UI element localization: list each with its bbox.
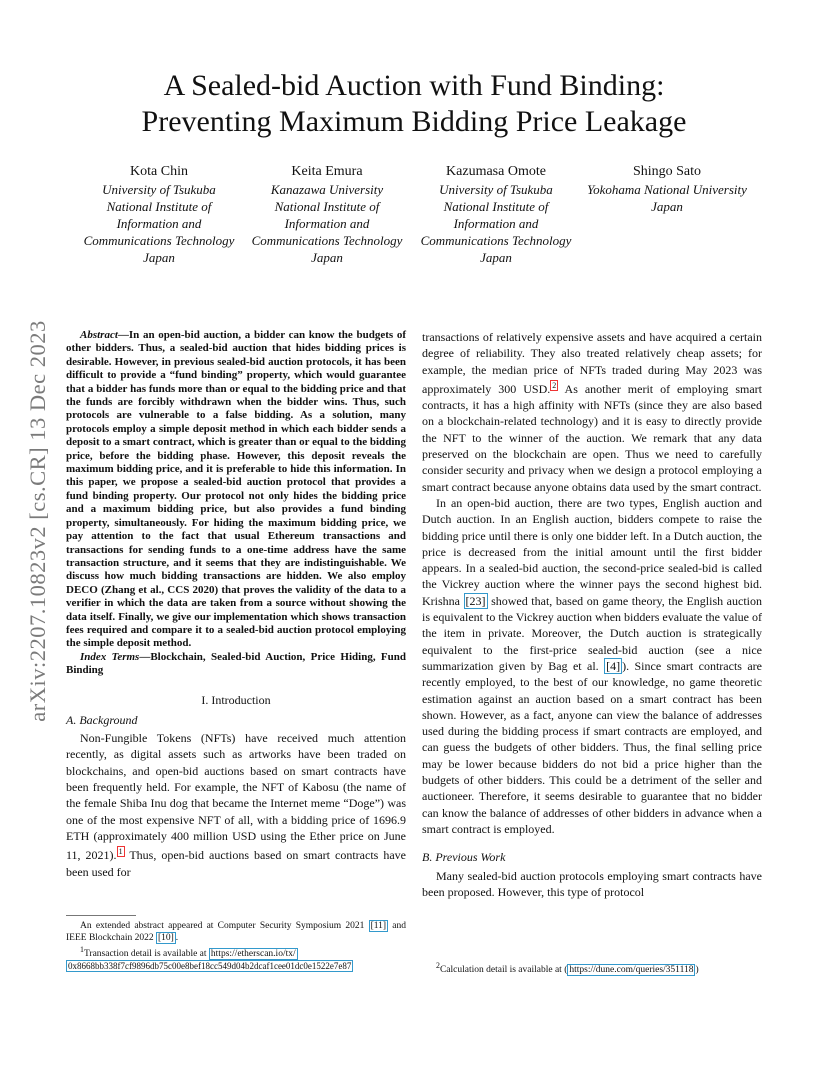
author-name: Shingo Sato [632, 164, 702, 179]
citation-4[interactable]: [4] [606, 658, 621, 673]
footnote-text: ) [695, 965, 699, 976]
title-line-1: A Sealed-bid Auction with Fund Binding: [163, 69, 665, 102]
footnote-2 [422, 960, 762, 976]
etherscan-link-part-1[interactable]: https://etherscan.io/tx/ [210, 949, 296, 960]
author-1 [74, 163, 244, 266]
abstract-lead: Abstract [80, 329, 118, 341]
dune-link[interactable]: https://dune.com/queries/351118 [569, 965, 694, 976]
footnote-text: . [175, 933, 179, 943]
index-terms-lead: Index Terms [80, 650, 140, 663]
abstract [66, 329, 406, 651]
index-terms-text: —Blockchain, Sealed-bid Auction, Price Hiding, Fund Binding [66, 650, 406, 677]
footnote-text: and IEEE Blockchain 2022 [66, 921, 406, 943]
arxiv-identifier: arXiv:2207.10823v2 [cs.CR] 13 Dec 2023 [25, 320, 50, 722]
paragraph-text: As another merit of employing smart contracts, it has a high affinity with NFTs (since they are also based on a blockchain-related technology) and it is easy to directly provide the NFT to the winner of the auction. We remark that any data preserved on the blockchain are open. Thus we need to carefully consider security and privacy when we design a protocol employing a smart contract because anyone obtains data used by the smart contract. [422, 381, 762, 494]
author-affiliation: Kanazawa University [270, 182, 384, 197]
right-footnotes [422, 960, 762, 976]
author-affiliation: Communications Technology [83, 233, 235, 248]
footnote-ref-1[interactable]: 1 [118, 847, 123, 857]
right-paragraph-3: Many sealed-bid auction protocols employing smart contracts have been proposed. However, this type of protocol [422, 868, 762, 899]
author-affiliation: University of Tsukuba [102, 182, 216, 197]
right-column [422, 329, 762, 900]
author-affiliation: National Institute of [274, 199, 380, 214]
author-affiliation: Communications Technology [420, 233, 572, 248]
footnote-text: Transaction detail is available at [83, 949, 209, 960]
etherscan-link-part-2[interactable]: 0x8668bb338f7cf9896db75c00e8bef18cc549d04b2dcaf1cee01dc0e1522e7e87 [68, 961, 352, 972]
footnote-1-continued [66, 960, 406, 973]
author-affiliation: National Institute of [443, 199, 549, 214]
paragraph-text: transactions of relatively expensive assets and have acquired a certain degree of reliability. They also treated relatively cheap assets; for example, the median price of NFTs traded during May 2023 was approximately 300 USD. [422, 330, 762, 396]
author-name: Kazumasa Omote [446, 164, 546, 179]
paragraph-text: ). Since smart contracts are recently employed, to the best of our knowledge, no game theoretic estimation against an auction based on a smart contract has been shown. However, as a fact, anyone can view the balance of addresses used during the bidding process if smart contracts are employed, and can guess the budgets of other bidders. Thus, the final selling price may be lower because bidders do not bid a price higher than the budgets of other bidders. This could be a detriment of the seller and auctioneer. Therefore, it seems desirable to guarantee that no bidder can know the balance of addresses of other bidders in advance when a smart contract is employed. [422, 658, 763, 836]
author-affiliation: Japan [311, 250, 343, 265]
title-line-2: Preventing Maximum Bidding Price Leakage [141, 105, 687, 138]
author-affiliation: Information and [284, 216, 370, 231]
footnote-mark: 2 [436, 961, 440, 970]
left-footnotes [66, 920, 406, 973]
author-affiliation: University of Tsukuba [439, 182, 553, 197]
footnote-ref-2[interactable]: 2 [552, 380, 557, 390]
author-affiliation: Communications Technology [251, 233, 403, 248]
author-name: Keita Emura [291, 164, 363, 179]
author-affiliation: Japan [143, 250, 175, 265]
paragraph-text: Non-Fungible Tokens (NFTs) have received much attention recently, as digital assets such as artworks have been traded on blockchains, and open-bid auctions based on smart contracts have been frequently held. For example, the NFT of Kabosu (the name of the female Shiba Inu dog that became the Internet meme “Doge”) was one of the most expensive NFT of all, with a bidding price of 1696.9 ETH (approximately 400 million USD using the Ether price on June 11, 2021). [66, 731, 406, 863]
author-affiliation: Japan [651, 199, 683, 214]
author-affiliation: National Institute of [106, 199, 212, 214]
section-heading-introduction: I. Introduction [201, 692, 271, 707]
author-3 [411, 163, 581, 266]
citation-10[interactable]: [10] [157, 933, 174, 943]
footnote-extended-abstract [66, 920, 406, 944]
footnote-text: An extended abstract appeared at Computer Security Symposium 2021 [80, 921, 369, 931]
author-affiliation: Information and [453, 216, 539, 231]
background-paragraph [66, 730, 406, 880]
author-affiliation: Japan [480, 250, 512, 265]
footnote-1 [66, 944, 406, 960]
author-name: Kota Chin [130, 164, 188, 179]
citation-23[interactable]: [23] [465, 593, 486, 608]
author-affiliation: Yokohama National University [587, 182, 747, 197]
paragraph-text: In an open-bid auction, there are two types, English auction and Dutch auction. In an English auction, bidders compete to raise the bidding price until there is only one bidder left. In a Dutch auction, the price is decreased from the initial amount until the first bidder appears. In a sealed-bid auction, the second-price sealed-bid is called the Vickrey auction where the winner pays the second highest bid. Krishna [422, 495, 762, 608]
index-terms [66, 651, 406, 678]
right-paragraph-2 [422, 495, 762, 837]
subsection-heading-background: A. Background [66, 712, 138, 727]
subsection-heading-previous-work: B. Previous Work [422, 850, 506, 865]
paragraph-text: Thus, open-bid auctions based on smart contracts have been used for [66, 848, 406, 879]
left-column [66, 329, 406, 880]
footnote-text: Calculation detail is available at ( [439, 965, 568, 976]
citation-11[interactable]: [11] [370, 921, 387, 931]
right-paragraph-1 [422, 329, 762, 495]
arxiv-sidebar [18, 282, 58, 760]
abstract-text: —In an open-bid auction, a bidder can know the budgets of other bidders. Thus, a sealed-bid auction that hides bidding prices is desirable. However, in previous sealed-bid auction protocols, it has been difficult to provide a “fund binding” property, which would guarantee that a bidder has funds more than or equal to the bidding price and that the funds are forcibly withdrawn when the bidder wins. Thus, such protocols are vulnerable to a false bidding. As a solution, many protocols employ a simple deposit method in which each bidder sends a deposit to a smart contract, which is greater than or equal to the bidding price, before the bidding phase. However, this deposit reveals the maximum bidding price, and it is preferable to hide this information. In this paper, we propose a sealed-bid auction protocol that provides a fund binding property. Our protocol not only hides the bidding price and a maximum bidding price, but also provides a fund binding property, simultaneously. For hiding the maximum bidding price, we pay attention to the fact that usual Ethereum transactions and transactions for sending funds to a one-time address have the same transaction structure, and it seems that they are indistinguishable. We discuss how much bidding transactions are hidden. We also employ DECO (Zhang et al., CCS 2020) that proves the validity of the data to a verifier in which the data are taken from a source without showing the data itself. Finally, we give our implementation which shows transaction fees required and compare it to a sealed-bid auction protocol employing the simple deposit method. [66, 329, 406, 650]
author-2 [242, 163, 412, 266]
author-4 [582, 163, 752, 215]
footnote-rule [66, 915, 136, 916]
author-affiliation: Information and [116, 216, 202, 231]
footnote-mark: 1 [80, 945, 84, 954]
paper-title [64, 68, 764, 140]
paragraph-text: showed that, based on game theory, the English auction is equivalent to the Vickrey auction when bidders evaluate the value of the item in private. Moreover, the Dutch auction is strategically equivalent to the first-price sealed-bid auction (see a nice summarization given by Bag et al. [422, 593, 762, 673]
